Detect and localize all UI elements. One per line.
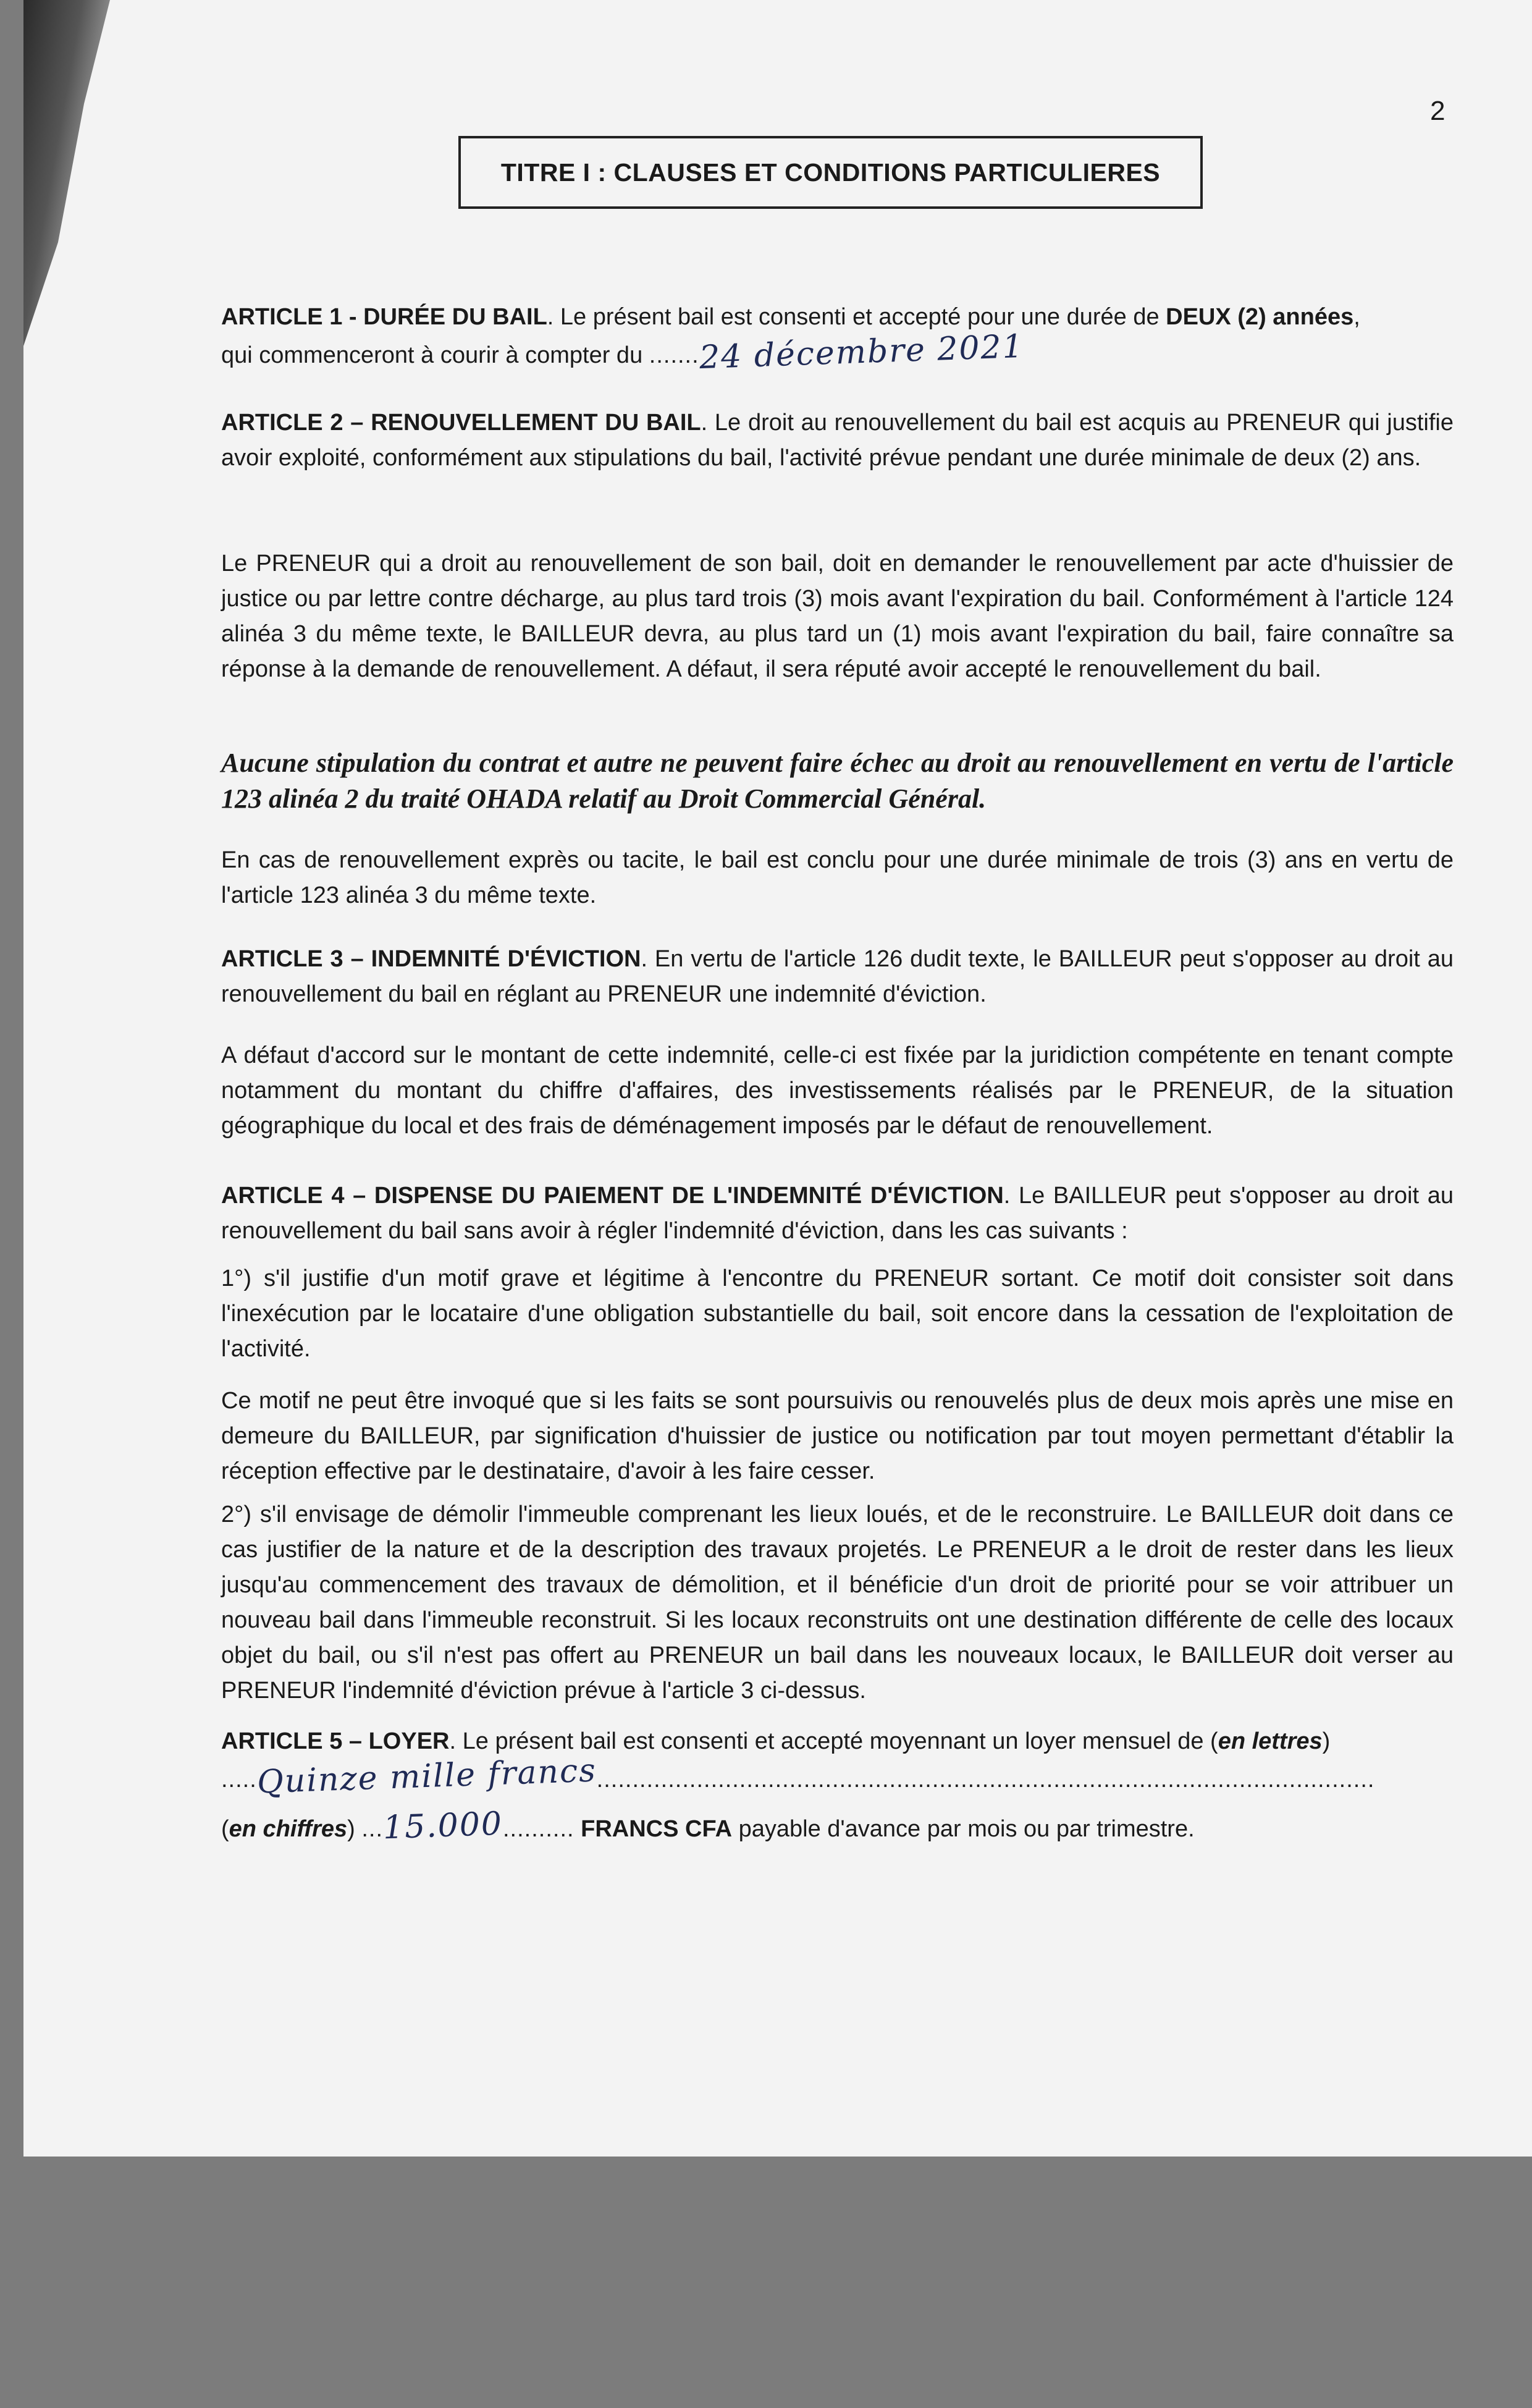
article-2-paragraph-4: En cas de renouvellement exprès ou tacite, le bail est conclu pour une durée minimale de trois (3) ans en vertu de l'article 123 alinéa 3 du même texte.	[221, 847, 1454, 908]
article-3-paragraph-2: A défaut d'accord sur le montant de cette indemnité, celle-ci est fixée par la juridiction compétente en tenant compte notamment du montant du chiffre d'affaires, des investissements réalisés par le PRENEUR, de la situation géographique du local et des frais de déménagement imposés par le défaut de renouvellement.	[221, 1042, 1454, 1139]
handwritten-rent-amount: 15.000	[382, 1805, 503, 1847]
rent-figures-dots-c: ...	[361, 1816, 384, 1842]
article-2-paragraph-2: Le PRENEUR qui a droit au renouvellement de son bail, doit en demander le renouvellement par acte d'huissier de justice ou par lettre contre décharge, au plus tard trois (3) mois avant l'expiration du bail. Conformément à l'article 124 alinéa 3 du même texte, le BAILLEUR devra, au plus tard un (1) mois avant l'expiration du bail, faire connaître sa réponse à la demande de renouvellement. A défaut, il sera réputé avoir accepté le renouvellement du bail.	[221, 551, 1454, 682]
rent-in-words-line	[221, 1752, 1454, 1801]
en-lettres-label: en lettres	[1218, 1728, 1323, 1754]
en-chiffres-label: en chiffres	[229, 1816, 348, 1842]
article-1-heading: ARTICLE 1 - DURÉE DU BAIL	[221, 304, 547, 330]
rent-words-dots-a: .....	[221, 1767, 257, 1793]
article-4	[221, 1178, 1454, 1249]
article-1-dots: .......	[649, 342, 699, 368]
payment-terms: payable d'avance par mois ou par trimestre.	[732, 1816, 1195, 1842]
rent-figures-dots-d: ..........	[503, 1816, 574, 1842]
en-chiffres-open: (	[221, 1816, 229, 1842]
article-1-duration: DEUX (2) années	[1166, 304, 1354, 330]
section-title: TITRE I : CLAUSES ET CONDITIONS PARTICULIERES	[458, 136, 1203, 209]
article-2-ohada-clause: Aucune stipulation du contrat et autre ne peuvent faire échec au droit au renouvellement en vertu de l'article 123 alinéa 2 du traité OHADA relatif au Droit Commercial Général.	[221, 748, 1454, 814]
article-5-close-paren: )	[1322, 1728, 1331, 1754]
scan-shadow	[23, 0, 110, 346]
article-1-start-label: qui commenceront à courir à compter du	[221, 342, 649, 368]
article-2-text: . Le droit au renouvellement du bail est acquis au PRENEUR qui justifie avoir exploité, conformément aux stipulations du bail, l'activité prévue pendant une durée minimale de deux (2) ans.	[221, 410, 1454, 471]
currency-label: FRANCS CFA	[581, 1816, 733, 1842]
article-4-case-2: 2°) s'il envisage de démolir l'immeuble comprenant les lieux loués, et de le reconstruire. Le BAILLEUR doit dans ce cas justifier de la nature et de la description des travaux projetés. Le PRENEUR a le droit de rester dans les lieux jusqu'au commencement des travaux de démolition, et il bénéficie d'un droit de priorité pour se voir attribuer un nouveau bail dans l'immeuble reconstruit. Si les locaux reconstruits ont une destination différente de celle des locaux objet du bail, ou s'il n'est pas offert au PRENEUR un bail dans les nouveaux locaux, le BAILLEUR doit verser au PRENEUR l'indemnité d'éviction prévue à l'article 3 ci-dessus.	[221, 1502, 1454, 1704]
article-4-case-1: 1°) s'il justifie d'un motif grave et légitime à l'encontre du PRENEUR sortant. Ce motif doit consister soit dans l'inexécution par le locataire d'une obligation substantielle du bail, soit encore dans la cessation de l'exploitation de l'activité.	[221, 1265, 1454, 1362]
article-2	[221, 405, 1454, 476]
article-3-heading: ARTICLE 3 – INDEMNITÉ D'ÉVICTION	[221, 946, 641, 972]
en-chiffres-close: )	[347, 1816, 362, 1842]
article-1-text: . Le présent bail est consenti et accepté pour une durée de	[547, 304, 1166, 330]
article-3	[221, 942, 1454, 1012]
article-5-text: . Le présent bail est consenti et accepté moyennant un loyer mensuel de (	[449, 1728, 1218, 1754]
article-5-heading: ARTICLE 5 – LOYER	[221, 1728, 450, 1754]
article-2-heading: ARTICLE 2 – RENOUVELLEMENT DU BAIL	[221, 410, 701, 436]
article-5	[221, 1724, 1454, 1759]
handwritten-start-date: 24 décembre 2021	[698, 327, 1025, 377]
handwritten-rent-words: Quinze mille francs	[256, 1752, 597, 1801]
article-4-paragraph-3: Ce motif ne peut être invoqué que si les faits se sont poursuivis ou renouvelés plus de deux mois après une mise en demeure du BAILLEUR, par signification d'huissier de justice ou notification par tout moyen permettant d'établir la réception effective par le destinataire, d'avoir à les faire cesser.	[221, 1388, 1454, 1484]
rent-words-dots-b: .............................................................................................................	[596, 1767, 1375, 1793]
page-number: 2	[1430, 96, 1446, 126]
rent-in-figures-line	[221, 1807, 1454, 1848]
article-4-heading: ARTICLE 4 – DISPENSE DU PAIEMENT DE L'INDEMNITÉ D'ÉVICTION	[221, 1183, 1004, 1209]
article-4-text: . Le BAILLEUR peut s'opposer au droit au renouvellement du bail sans avoir à régler l'indemnité d'éviction, dans les cas suivants :	[221, 1183, 1454, 1244]
article-1: ARTICLE 1 - DURÉE DU BAIL. Le présent bail est consenti et accepté pour une durée de DEUX (2) années, qui commenceront à courir à compter du .......24 décembre 2021	[221, 304, 1360, 377]
article-3-text: . En vertu de l'article 126 dudit texte, le BAILLEUR peut s'opposer au droit au renouvellement du bail en réglant au PRENEUR une indemnité d'éviction.	[221, 946, 1454, 1007]
